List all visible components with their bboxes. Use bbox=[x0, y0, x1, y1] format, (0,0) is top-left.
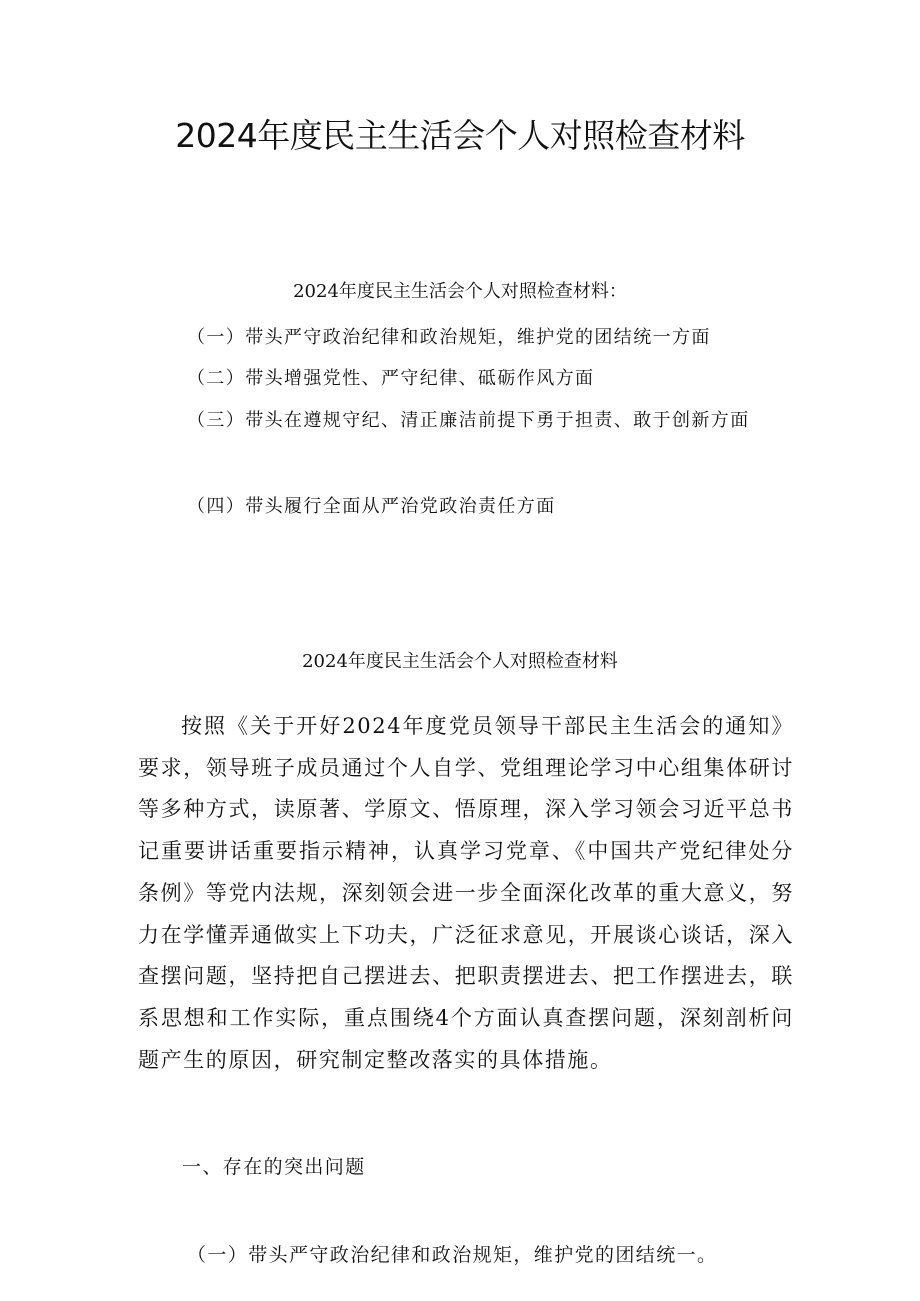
toc-item-1: （一）带头严守政治纪律和政治规矩，维护党的团结统一方面 bbox=[187, 327, 711, 348]
problem-item-1: （一）带头严守政治纪律和政治规矩，维护党的团结统一。 bbox=[187, 1244, 718, 1266]
document-title: 2024年度民主生活会个人对照检查材料 bbox=[175, 116, 745, 155]
toc-item-4: （四）带头履行全面从严治党政治责任方面 bbox=[187, 496, 556, 517]
toc-item-2: （二）带头增强党性、严守纪律、砥砺作风方面 bbox=[187, 368, 595, 389]
section-title: 2024年度民主生活会个人对照检查材料 bbox=[302, 651, 618, 672]
toc-heading: 2024年度民主生活会个人对照检查材料： bbox=[293, 281, 627, 302]
section-heading-problems: 一、存在的突出问题 bbox=[182, 1156, 366, 1178]
intro-paragraph: 按照《关于开好2024年度党员领导干部民主生活会的通知》要求，领导班子成员通过个人自学、党组理论学习中心组集体研讨等多种方式，读原著、学原文、悟原理，深入学习领会习近平总书记重要讲话重要指示精神，认真学习党章、《中国共产党纪律处分条例》等党内法规，深刻领会进一步全面深化改革的重大意义，努力在学懂弄通做实上下功夫，广泛征求意见，开展谈心谈话，深入查摆问题，坚持把自己摆进去、把职责摆进去、把工作摆进去，联系思想和工作实际，重点围绕4个方面认真查摆问题，深刻剖析问题产生的原因，研究制定整改落实的具体措施。 bbox=[138, 714, 794, 1072]
toc-item-3: （三）带头在遵规守纪、清正廉洁前提下勇于担责、敢于创新方面 bbox=[187, 410, 750, 431]
